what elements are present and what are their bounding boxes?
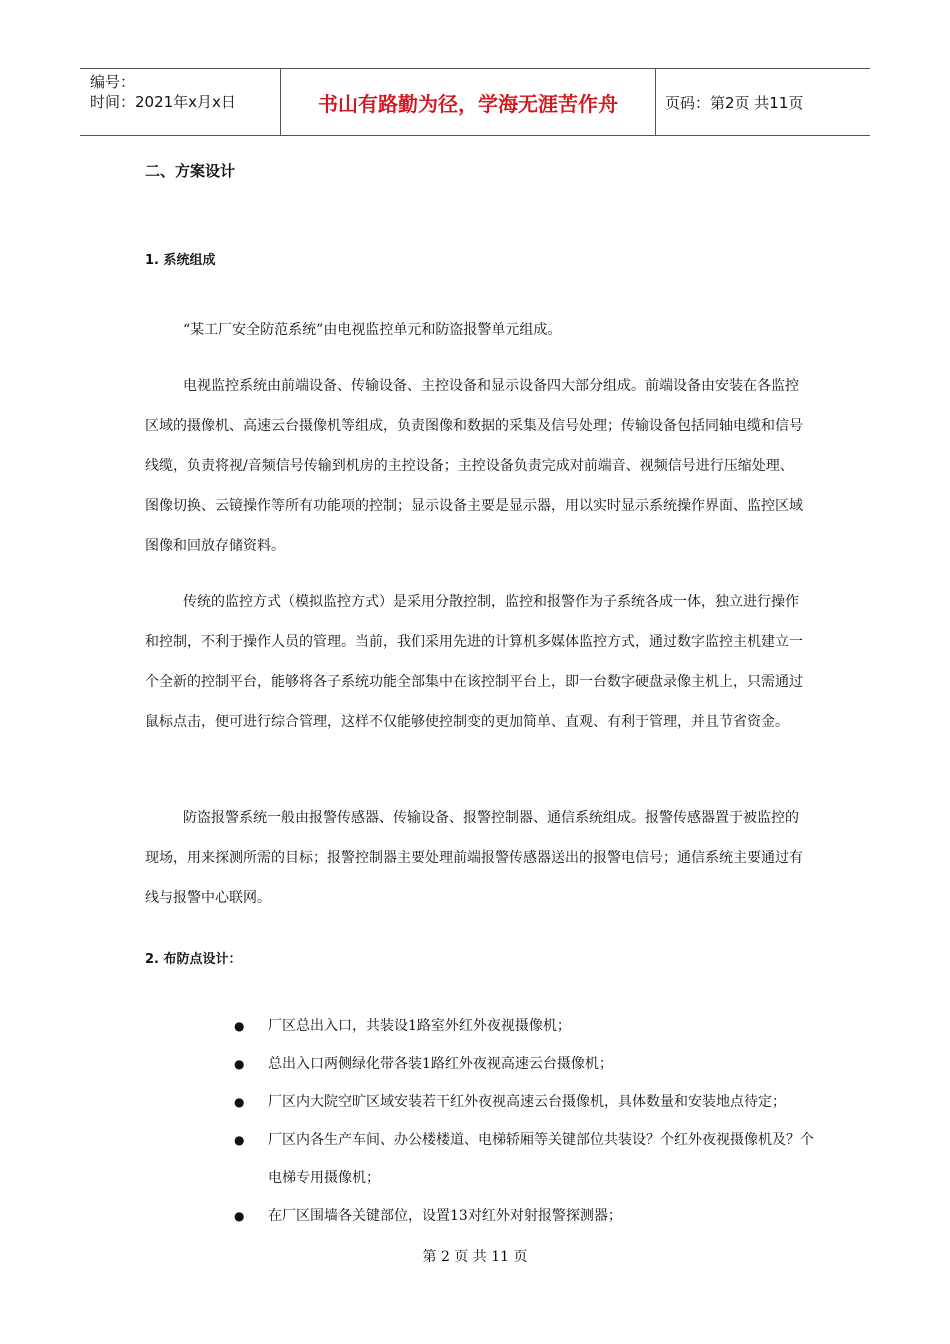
page-footer: 第 2 页 共 11 页 [422, 1249, 528, 1265]
list-item-text: 厂区内各生产车间、办公楼楼道、电梯轿厢等关键部位共装设？个红外夜视摄像机及？个电梯专用摄像机； [268, 1132, 814, 1186]
section-title: 二、方案设计 [145, 162, 236, 180]
paragraph-cctv: 电视监控系统由前端设备、传输设备、主控设备和显示设备四大部分组成。前端设备由安装在各监控区域的摄像机、高速云台摄像机等组成，负责图像和数据的采集及信号处理；传输设备包括同轴电缆和信号线缆，负责将视/音频信号传输到机房的主控设备；主控设备负责完成对前端音、视频信号进行压缩处理、图像切换、云镜操作等所有功能项的控制；显示设备主要是显示器，用以实时显示系统操作界面、监控区域图像和回放存储资料。 [145, 378, 803, 554]
paragraph-intro: “某工厂安全防范系统”由电视监控单元和防盗报警单元组成。 [183, 322, 562, 338]
list-item [228, 1045, 818, 1083]
bullet-icon: ● [234, 1019, 245, 1033]
list-item-text: 总出入口两侧绿化带各装1路红外夜视高速云台摄像机； [268, 1056, 613, 1072]
bullet-icon: ● [234, 1057, 245, 1071]
bullet-icon: ● [234, 1095, 245, 1109]
list-item [228, 1197, 818, 1235]
list-item [228, 1007, 818, 1045]
document-header [80, 68, 870, 136]
header-left-cell [90, 72, 236, 112]
list-item-text: 在厂区围墙各关键部位，设置13对红外对射报警探测器； [268, 1208, 622, 1224]
header-page-label: 页码：第2页 共11页 [665, 93, 804, 112]
paragraph-traditional: 传统的监控方式（模拟监控方式）是采用分散控制，监控和报警作为子系统各成一体，独立进行操作和控制，不利于操作人员的管理。当前，我们采用先进的计算机多媒体监控方式，通过数字监控主机建立一个全新的控制平台，能够将各子系统功能全部集中在该控制平台上，即一台数字硬盘录像主机上，只需通过鼠标点击，便可进行综合管理，这样不仅能够使控制变的更加简单、直观、有利于管理，并且节省资金。 [145, 594, 803, 730]
list-item-text: 厂区内大院空旷区域安装若干红外夜视高速云台摄像机，具体数量和安装地点待定； [268, 1094, 786, 1110]
subsection-title-system: 1. 系统组成 [145, 253, 216, 268]
subsection-title-deployment: 2. 布防点设计： [145, 952, 242, 967]
list-item [228, 1121, 818, 1197]
paragraph-alarm: 防盗报警系统一般由报警传感器、传输设备、报警控制器、通信系统组成。报警传感器置于被监控的现场，用来探测所需的目标；报警控制器主要处理前端报警传感器送出的报警电信号；通信系统主要通过有线与报警中心联网。 [145, 810, 803, 906]
list-item [228, 1083, 818, 1121]
bullet-icon: ● [234, 1209, 245, 1223]
deployment-list [228, 1007, 818, 1235]
header-motto: 书山有路勤为径，学海无涯苦作舟 [280, 69, 656, 135]
header-number-label: 编号： [90, 73, 136, 91]
header-time-label: 时间：2021年x月x日 [90, 93, 236, 111]
list-item-text: 厂区总出入口，共装设1路室外红外夜视摄像机； [268, 1018, 571, 1034]
bullet-icon: ● [234, 1133, 245, 1147]
